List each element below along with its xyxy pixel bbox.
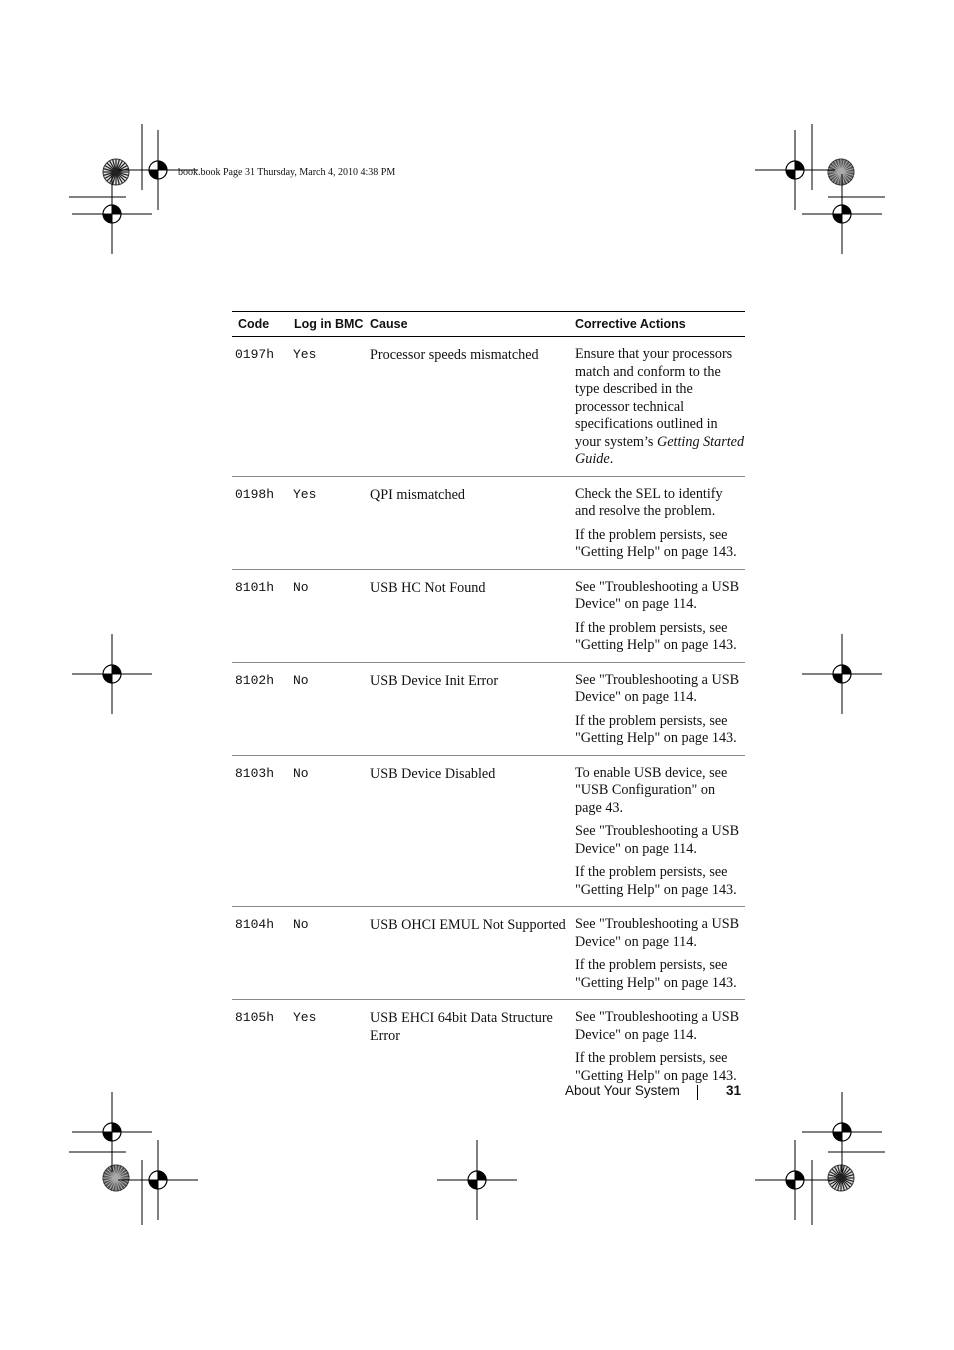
corrective-action-paragraph bbox=[575, 486, 745, 521]
action-text: See "Troubleshooting a USB Device" on page 114. bbox=[575, 823, 740, 857]
cause-cell: USB HC Not Found bbox=[370, 579, 486, 596]
table-row bbox=[232, 570, 745, 663]
column-header-actions: Corrective Actions bbox=[575, 317, 686, 331]
log-in-bmc-cell: No bbox=[293, 765, 309, 781]
code-cell: 0197h bbox=[235, 347, 275, 362]
corrective-actions-cell bbox=[569, 346, 745, 469]
error-code-table bbox=[232, 311, 745, 1092]
log-in-bmc-cell: Yes bbox=[293, 486, 317, 502]
table-row bbox=[232, 477, 745, 570]
code-cell: 8103h bbox=[235, 765, 275, 781]
corrective-action-paragraph bbox=[575, 620, 745, 655]
code-cell: 8101h bbox=[235, 579, 275, 595]
code-cell: 8102h bbox=[235, 672, 275, 688]
table-row bbox=[232, 337, 745, 477]
action-text: To enable USB device, see "USB Configuration" on page 43. bbox=[575, 764, 728, 816]
code-cell: 0198h bbox=[235, 486, 275, 502]
code-cell: 8104h bbox=[235, 917, 275, 932]
corrective-action-paragraph bbox=[575, 579, 745, 614]
column-header-code: Code bbox=[238, 317, 270, 331]
table-header bbox=[232, 311, 745, 337]
code-cell: 8105h bbox=[235, 1010, 275, 1025]
table-row bbox=[232, 663, 745, 756]
corrective-actions-cell bbox=[569, 579, 745, 655]
corrective-action-paragraph bbox=[575, 957, 745, 992]
table-row bbox=[232, 1000, 745, 1092]
cause-cell: USB Device Disabled bbox=[370, 765, 496, 782]
corrective-action-paragraph bbox=[575, 713, 745, 748]
footer-divider bbox=[697, 1085, 698, 1100]
table-body bbox=[232, 337, 745, 1092]
corrective-action-paragraph bbox=[575, 1009, 745, 1044]
corrective-action-paragraph bbox=[575, 527, 745, 562]
footer-section-title: About Your System bbox=[565, 1083, 680, 1098]
page-number: 31 bbox=[725, 1083, 741, 1098]
log-in-bmc-cell: Yes bbox=[293, 347, 317, 362]
corrective-action-paragraph bbox=[575, 823, 745, 858]
corrective-action-paragraph bbox=[575, 1050, 745, 1085]
log-in-bmc-cell: Yes bbox=[293, 1010, 317, 1025]
print-stamp: book.book Page 31 Thursday, March 4, 2010 4:38 PM bbox=[178, 167, 396, 178]
action-text: Ensure that your processors match and conform to the type described in the processor technical specifications outlined in your system’s bbox=[575, 346, 733, 450]
corrective-actions-cell bbox=[569, 1009, 745, 1085]
log-in-bmc-cell: No bbox=[293, 917, 309, 932]
action-text: If the problem persists, see "Getting Help" on page 143. bbox=[575, 864, 737, 898]
action-text: If the problem persists, see "Getting Help" on page 143. bbox=[575, 619, 737, 653]
table-row bbox=[232, 907, 745, 1000]
log-in-bmc-cell: No bbox=[293, 579, 309, 595]
corrective-actions-cell bbox=[569, 765, 745, 900]
corrective-actions-cell bbox=[569, 916, 745, 992]
action-text: Check the SEL to identify and resolve the problem. bbox=[575, 485, 723, 519]
action-text: See "Troubleshooting a USB Device" on page 114. bbox=[575, 671, 740, 705]
cause-cell: USB OHCI EMUL Not Supported bbox=[370, 917, 566, 933]
action-text: See "Troubleshooting a USB Device" on page 114. bbox=[575, 916, 740, 950]
table-row bbox=[232, 756, 745, 908]
corrective-action-paragraph bbox=[575, 346, 745, 469]
corrective-actions-cell bbox=[569, 486, 745, 562]
cause-cell: QPI mismatched bbox=[370, 486, 465, 503]
action-text: See "Troubleshooting a USB Device" on page 114. bbox=[575, 1009, 740, 1043]
corrective-action-paragraph bbox=[575, 916, 745, 951]
cause-cell: USB Device Init Error bbox=[370, 672, 499, 689]
cause-cell: USB EHCI 64bit Data Structure Error bbox=[370, 1010, 553, 1044]
log-in-bmc-cell: No bbox=[293, 672, 309, 688]
action-text-suffix: . bbox=[609, 451, 614, 467]
cause-cell: Processor speeds mismatched bbox=[370, 347, 539, 363]
action-text: If the problem persists, see "Getting Help" on page 143. bbox=[575, 712, 737, 746]
column-header-log: Log in BMC bbox=[294, 317, 364, 331]
corrective-action-paragraph bbox=[575, 672, 745, 707]
corrective-actions-cell bbox=[569, 672, 745, 748]
action-text: If the problem persists, see "Getting Help" on page 143. bbox=[575, 1050, 737, 1084]
column-header-cause: Cause bbox=[370, 317, 408, 331]
action-emphasis: Getting Started Guide bbox=[575, 433, 745, 467]
action-text: If the problem persists, see "Getting Help" on page 143. bbox=[575, 526, 737, 560]
corrective-action-paragraph bbox=[575, 864, 745, 899]
action-text: If the problem persists, see "Getting Help" on page 143. bbox=[575, 957, 737, 991]
corrective-action-paragraph bbox=[575, 765, 745, 818]
action-text: See "Troubleshooting a USB Device" on page 114. bbox=[575, 578, 740, 612]
